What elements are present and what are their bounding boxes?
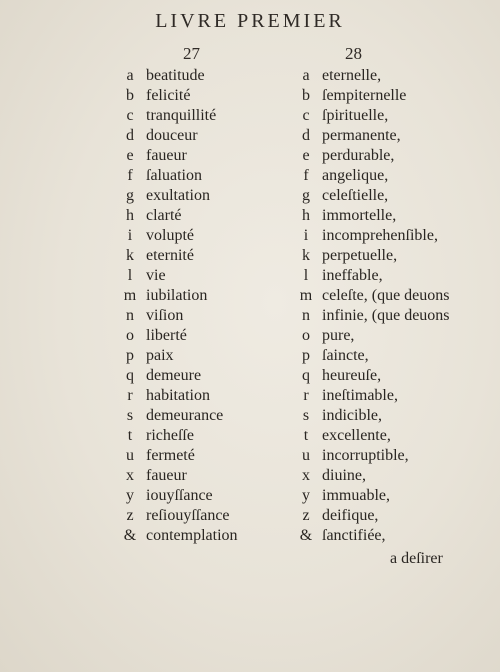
- row-word: reſiouyſſance: [146, 507, 230, 524]
- row-letter: r: [303, 387, 309, 404]
- row-letter: a: [126, 67, 134, 84]
- row-letter: m: [123, 287, 137, 304]
- row-letter: i: [127, 227, 133, 244]
- row-word: demeure: [146, 367, 202, 384]
- row-letter: t: [303, 427, 309, 444]
- row-word: faueur: [146, 147, 187, 164]
- row-letter: y: [302, 487, 310, 504]
- row-word: ineſtimable,: [322, 387, 398, 404]
- row-word: clarté: [146, 207, 182, 224]
- row-letter: x: [126, 467, 134, 484]
- row-word: diuine,: [322, 467, 366, 484]
- row-word: demeurance: [146, 407, 224, 424]
- right-column-number: 28: [345, 44, 362, 63]
- row-word: liberté: [146, 327, 187, 344]
- row-letter: i: [303, 227, 309, 244]
- row-word: contemplation: [146, 527, 238, 544]
- row-word: richeſſe: [146, 427, 194, 444]
- row-word: habitation: [146, 387, 210, 404]
- row-word: ſempiternelle: [322, 87, 407, 104]
- row-word: felicité: [146, 87, 191, 104]
- row-word: ſpirituelle,: [322, 107, 389, 124]
- row-letter: h: [126, 207, 134, 224]
- row-letter: y: [126, 487, 134, 504]
- row-letter: e: [302, 147, 310, 164]
- row-word: tranquillité: [146, 107, 217, 124]
- row-letter: r: [127, 387, 133, 404]
- running-head: LIVRE PREMIER: [155, 10, 345, 32]
- row-letter: d: [126, 127, 134, 144]
- row-word: iubilation: [146, 287, 208, 304]
- row-word: viſion: [146, 307, 184, 324]
- row-letter: p: [126, 347, 134, 364]
- row-word: celeſte, (que deuons: [322, 287, 450, 304]
- row-letter: x: [302, 467, 310, 484]
- row-word: perpetuelle,: [322, 247, 398, 264]
- row-letter: f: [303, 167, 309, 184]
- row-letter: o: [302, 327, 310, 344]
- row-letter: g: [126, 187, 134, 204]
- row-word: vie: [146, 267, 166, 284]
- row-letter: l: [303, 267, 309, 284]
- row-word: deifique,: [322, 507, 379, 524]
- row-letter: c: [126, 107, 134, 124]
- row-word: infinie, (que deuons: [322, 307, 450, 324]
- row-word: pure,: [322, 327, 355, 344]
- row-letter: &: [299, 527, 313, 544]
- row-word: ſaluation: [146, 167, 202, 184]
- row-letter: f: [127, 167, 133, 184]
- row-word: exultation: [146, 187, 210, 204]
- row-word: ineffable,: [322, 267, 383, 284]
- row-letter: m: [299, 287, 313, 304]
- row-letter: a: [302, 67, 310, 84]
- row-word: permanente,: [322, 127, 401, 144]
- row-letter: p: [302, 347, 310, 364]
- row-word: heureuſe,: [322, 367, 382, 384]
- catchword: a deſirer: [390, 550, 443, 567]
- row-letter: t: [127, 427, 133, 444]
- row-letter: u: [126, 447, 134, 464]
- row-letter: o: [126, 327, 134, 344]
- row-letter: g: [302, 187, 310, 204]
- row-letter: s: [302, 407, 310, 424]
- row-letter: e: [126, 147, 134, 164]
- row-word: ſaincte,: [322, 347, 369, 364]
- row-word: incomprehenſible,: [322, 227, 438, 244]
- row-letter: b: [302, 87, 310, 104]
- left-column-number: 27: [183, 44, 200, 63]
- row-letter: q: [126, 367, 134, 384]
- row-word: incorruptible,: [322, 447, 409, 464]
- row-letter: s: [126, 407, 134, 424]
- row-letter: h: [302, 207, 310, 224]
- row-word: immortelle,: [322, 207, 397, 224]
- row-word: volupté: [146, 227, 194, 244]
- row-word: fermeté: [146, 447, 195, 464]
- row-letter: q: [302, 367, 310, 384]
- row-word: excellente,: [322, 427, 391, 444]
- row-letter: d: [302, 127, 310, 144]
- row-word: indicible,: [322, 407, 382, 424]
- row-word: ſanctifiée,: [322, 527, 386, 544]
- row-letter: u: [302, 447, 310, 464]
- row-letter: z: [126, 507, 134, 524]
- row-letter: b: [126, 87, 134, 104]
- row-word: celeſtielle,: [322, 187, 389, 204]
- row-letter: z: [302, 507, 310, 524]
- row-word: faueur: [146, 467, 187, 484]
- row-word: angelique,: [322, 167, 389, 184]
- row-word: perdurable,: [322, 147, 395, 164]
- row-word: eternelle,: [322, 67, 382, 84]
- row-letter: k: [302, 247, 310, 264]
- row-word: iouyſſance: [146, 487, 213, 504]
- row-letter: k: [126, 247, 134, 264]
- row-letter: n: [126, 307, 134, 324]
- row-word: immuable,: [322, 487, 390, 504]
- row-letter: l: [127, 267, 133, 284]
- row-word: douceur: [146, 127, 198, 144]
- row-word: beatitude: [146, 67, 205, 84]
- row-word: eternité: [146, 247, 194, 264]
- row-word: paix: [146, 347, 174, 364]
- row-letter: c: [302, 107, 310, 124]
- row-letter: &: [123, 527, 137, 544]
- row-letter: n: [302, 307, 310, 324]
